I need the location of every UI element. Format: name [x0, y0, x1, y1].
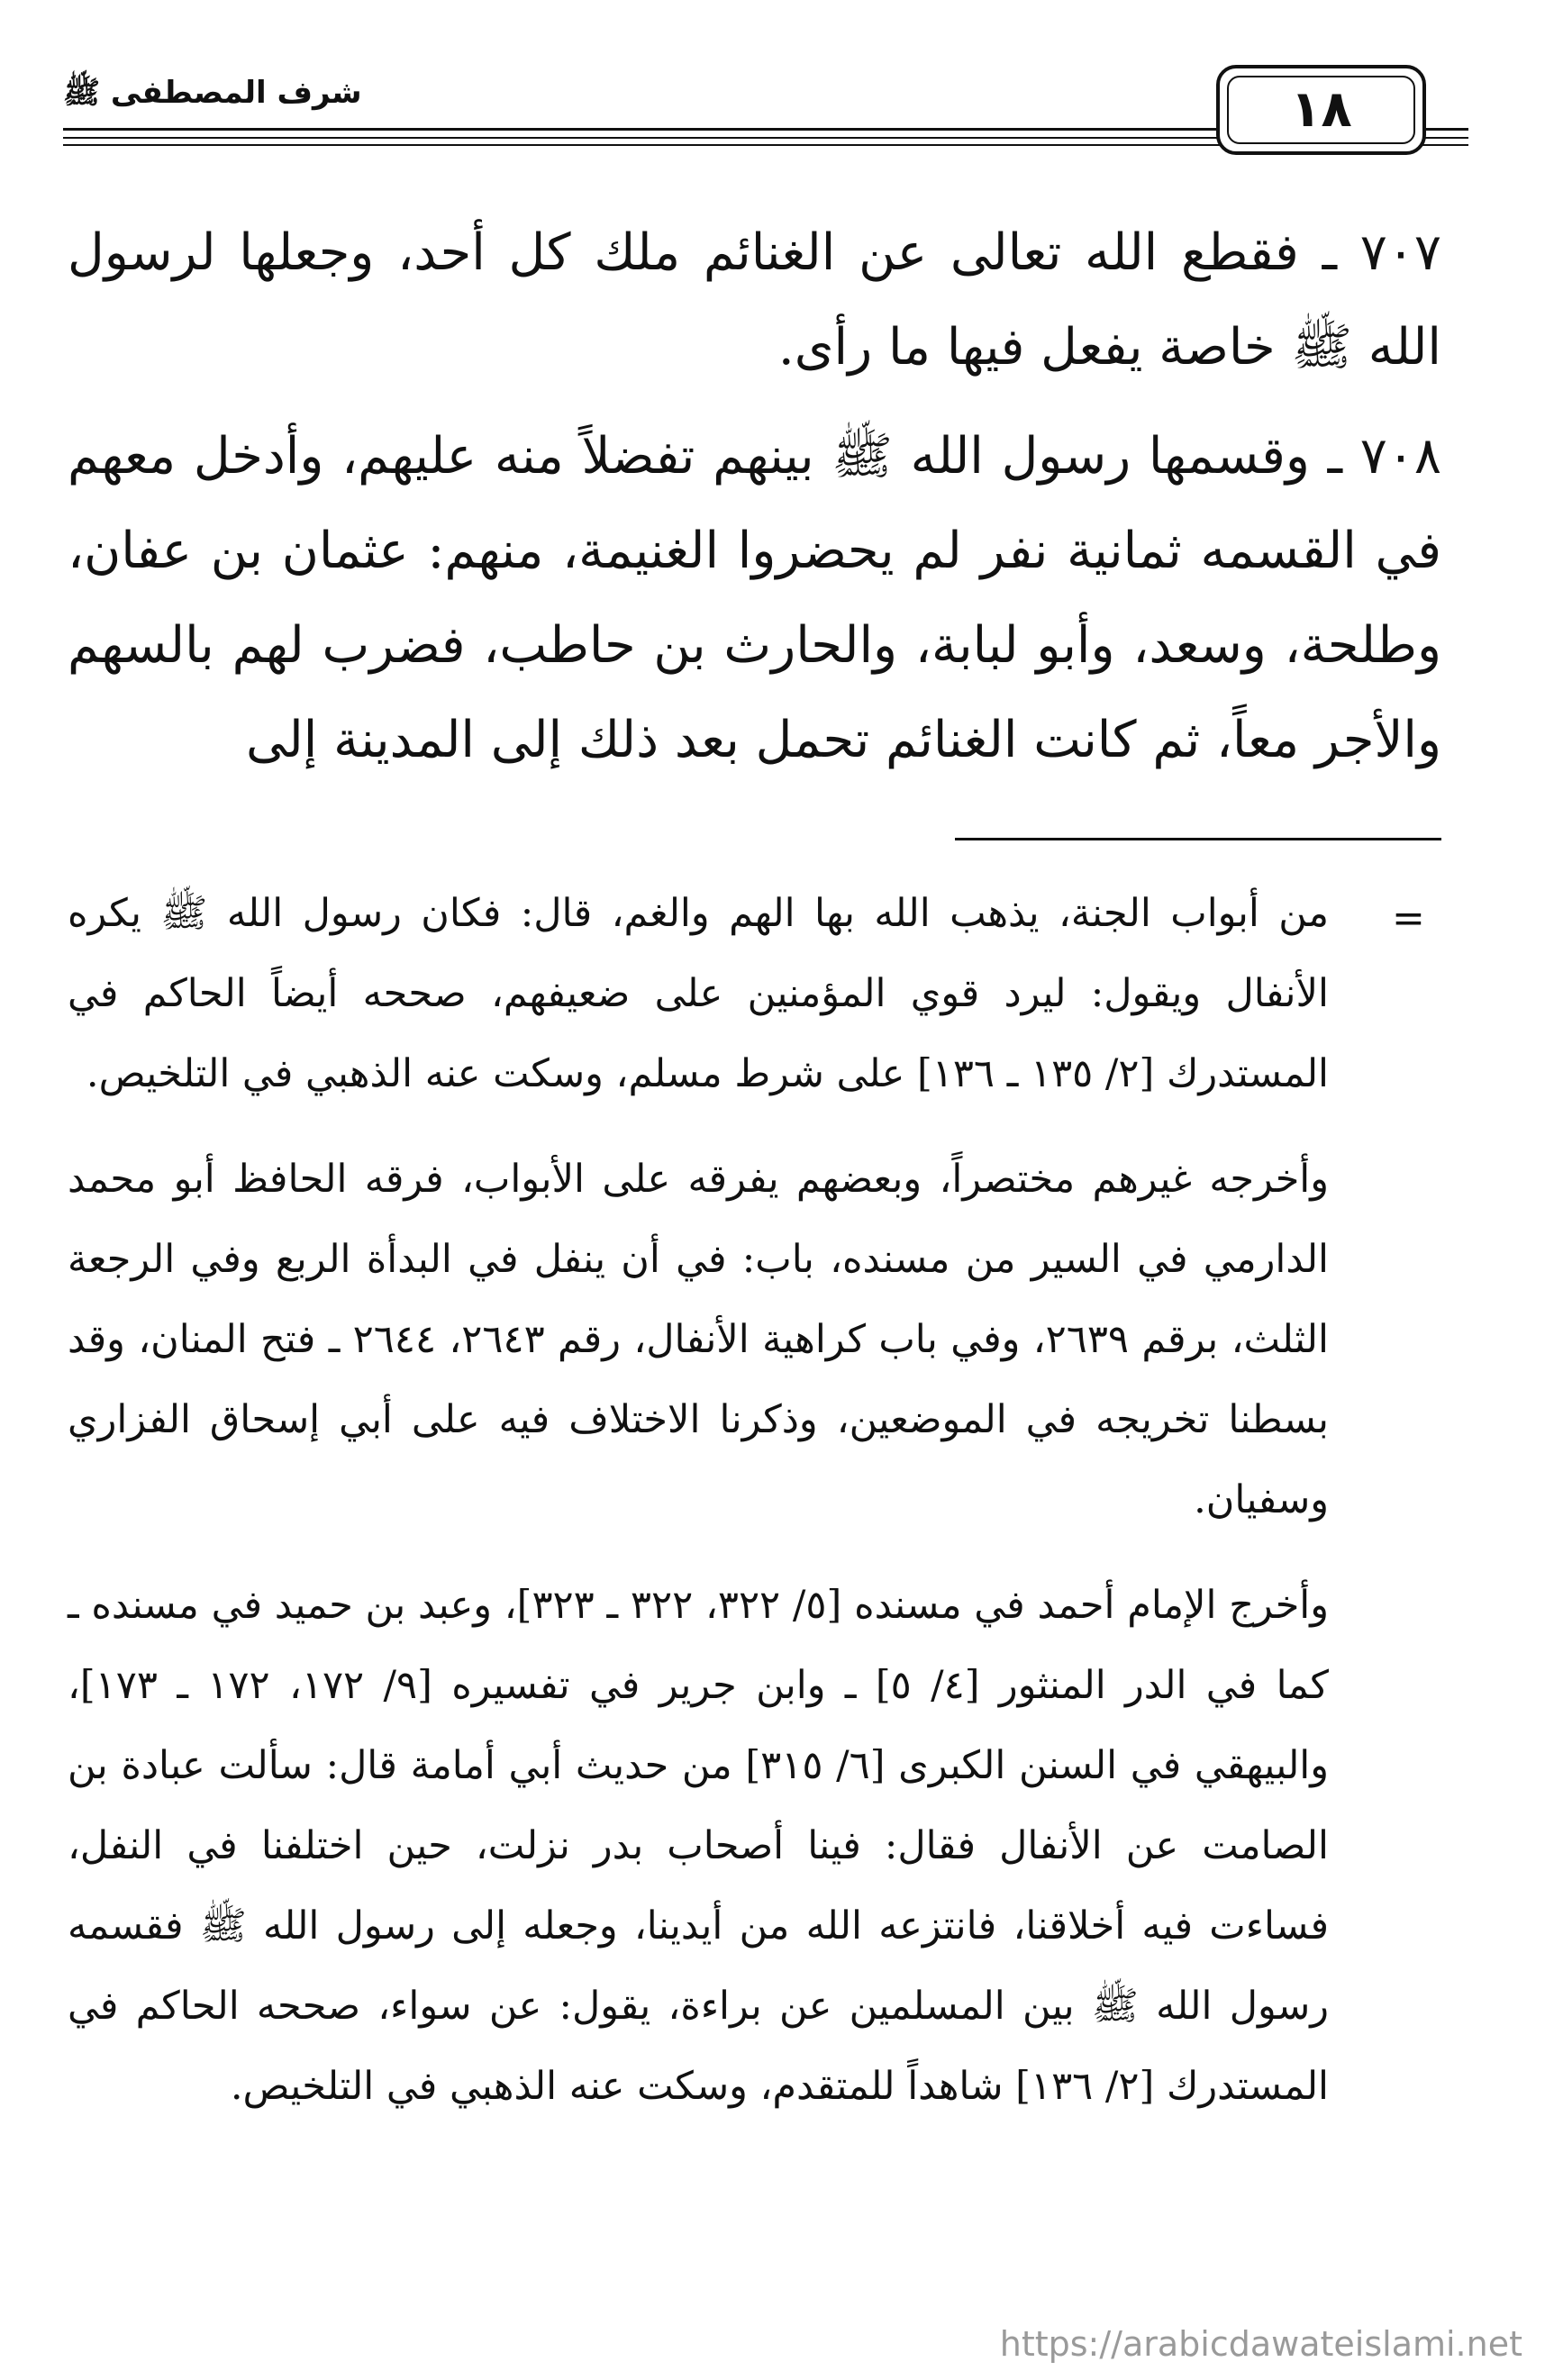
- main-paragraph-708: ٧٠٨ ـ وقسمها رسول الله ﷺ بينهم تفضلاً منه عليهم، وأدخل معهم في القسمه ثمانية نفر لم يحضروا الغنيمة، منهم: عثمان بن عفان، وطلحة، وسعد، وأبو لبابة، والحارث بن حاطب، فضرب لهم بالسهم والأجر معاً، ثم كانت الغنائم تحمل بعد ذلك إلى المدينة إلى: [68, 427, 1441, 769]
- footnote-paragraph: وأخرجه غيرهم مختصراً، وبعضهم يفرقه على الأبواب، فرقه الحافظ أبو محمد الدارمي في السير من مسنده، باب: في أن ينفل في البدأة الربع وفي الرجعة الثلث، برقم ٢٦٣٩، وفي باب كراهية الأنفال، رقم ٢٦٤٣، ٢٦٤٤ ـ فتح المنان، وقد بسطنا تخريجه في الموضعين، وذكرنا الاختلاف فيه على أبي إسحاق الفزاري وسفيان.: [68, 1157, 1329, 1522]
- watermark-url: https://arabicdawateislami.net: [999, 2324, 1522, 2364]
- footnote-separator: [955, 838, 1441, 840]
- page-header: [54, 54, 1441, 153]
- main-paragraph-707: ٧٠٧ ـ فقطع الله تعالى عن الغنائم ملك كل أحد، وجعلها لرسول الله ﷺ خاصة يفعل فيها ما رأى.: [68, 223, 1441, 377]
- page-number-inner-frame: [1227, 76, 1415, 144]
- page-number: ١٨: [1290, 80, 1352, 139]
- main-text: [68, 205, 1441, 787]
- footnote-continuation-mark: =: [1392, 895, 1425, 941]
- footnote-paragraph: من أبواب الجنة، يذهب الله بها الهم والغم، قال: فكان رسول الله ﷺ يكره الأنفال ويقول: ليرد قوي المؤمنين على ضعيفهم، صححه أيضاً الحاكم في المستدرك [٢/ ١٣٥ ـ ١٣٦] على شرط مسلم، وسكت عنه الذهبي في التلخيص.: [68, 891, 1329, 1096]
- running-title: شرف المصطفى ﷺ: [63, 75, 362, 111]
- footnotes: [68, 874, 1329, 2127]
- page-number-frame: [1216, 65, 1426, 155]
- footnote-paragraph: وأخرج الإمام أحمد في مسنده [٥/ ٣٢٢، ٣٢٢ ـ ٣٢٣]، وعبد بن حميد في مسنده ـ كما في الدر المنثور [٤/ ٥] ـ وابن جرير في تفسيره [٩/ ١٧٢، ١٧٢ ـ ١٧٣]، والبيهقي في السنن الكبرى [٦/ ٣١٥] من حديث أبي أمامة قال: سألت عبادة بن الصامت عن الأنفال فقال: فينا أصحاب بدر نزلت، حين اختلفنا في النفل، فساءت فيه أخلاقنا، فانتزعه الله من أيدينا، وجعله إلى رسول الله ﷺ فقسمه رسول الله ﷺ بين المسلمين عن براءة، يقول: عن سواء، صححه الحاكم في المستدرك [٢/ ١٣٦] شاهداً للمتقدم، وسكت عنه الذهبي في التلخيص.: [68, 1583, 1330, 2109]
